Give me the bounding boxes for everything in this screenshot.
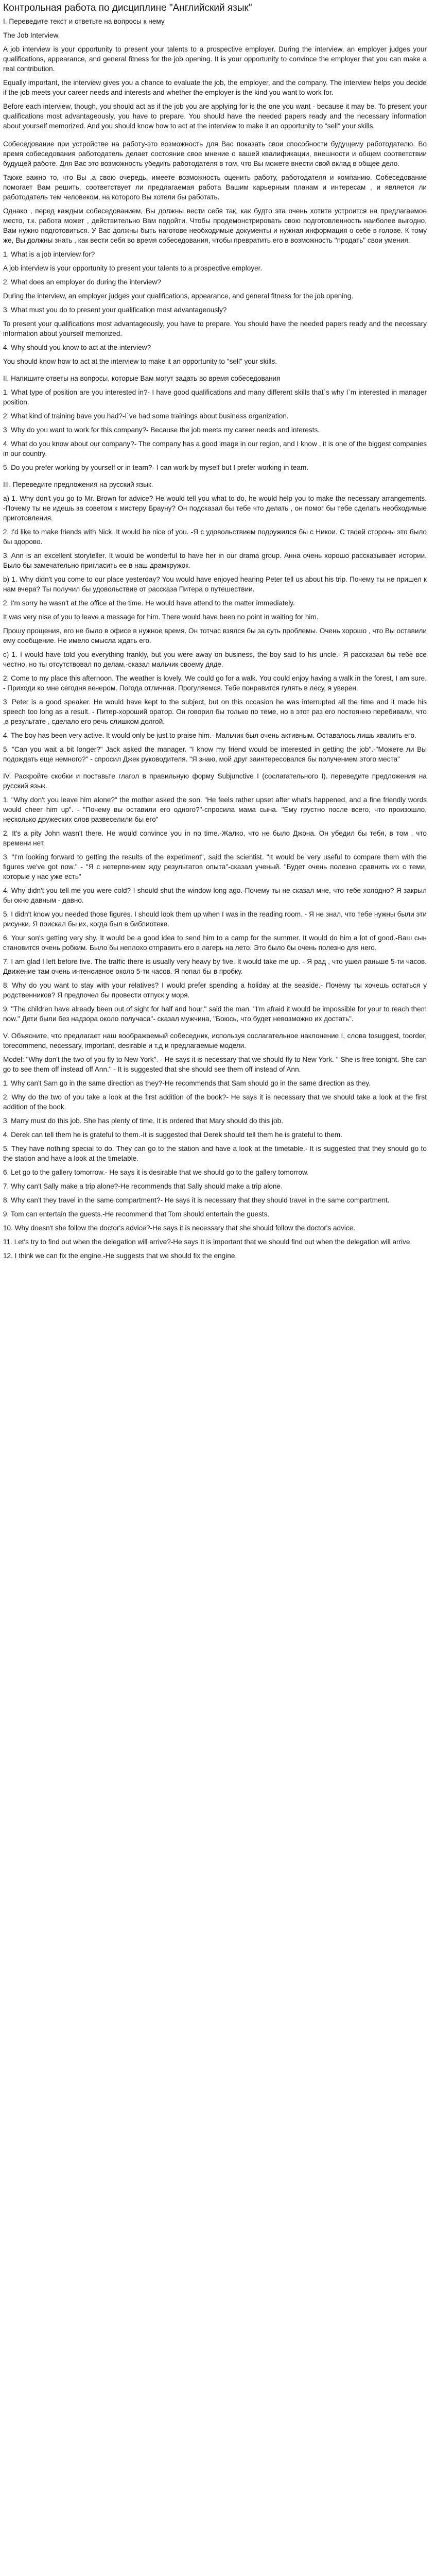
paragraph: 6. Let go to the gallery tomorrow.- He says it is desirable that we should go to the gallery tomorrow. [3,1168,309,1176]
paragraph-spacer [3,135,427,139]
paragraph: 1. What type of position are you interested in?- I have good qualifications and many different skills that`s why I`m interested in manager position. [3,388,427,406]
section-heading: V. Объясните, что предлагает наш воображаемый собеседник, используя сослагательное наклонение I, слова tosuggest, toorder, torecommend, necessary, important, desirable и т.д и предлагаемые модели. [3,1032,427,1049]
paragraph: 10. Why doesn't she follow the doctor's advice?-He says it is necessary that she should follow the doctor's advice. [3,1224,356,1232]
paragraph: You should know how to act at the interview to make it an opportunity to "sell" your skills. [3,358,277,365]
paragraph: 3. "I'm looking forward to getting the results of the experiment", said the scientist. "It would be very useful to compare them with the figures we've got now." - "Я с нетерпением жду результатов опыта"-сказал ученый. "Будет очень полезно сравнить их с теми, которые у нас уже есть" [3,853,427,880]
paragraph: Собеседование при устройстве на работу-это возможность для Вас показать свои способности будущему работодателю. Во время собеседования работодатель делает состояние свое мнение о вашей квалификации, внешности и общем соответствии будущей работе. Для Вас это возможность убедить работодателя в том, что Вы можете внести свой вклад в общее дело. [3,140,427,167]
paragraph: 2. Why do the two of you take a look at the first addition of the book?- He says it is necessary that we should take a look at the first addition of the book. [3,1093,427,1111]
paragraph: 2. I'd like to make friends with Nick. It would be nice of you. -Я с удовольствием подружился бы с Никои. С твоей стороны это было бы здорово. [3,528,427,546]
paragraph: 5. I didn't know you needed those figures. I should look them up when I was in the reading room. - Я не знал, что тебе нужны были эти рисунки. Я поискал бы их, когда был в библиотеке. [3,910,427,928]
paragraph: 2. It's a pity John wasn't there. He would convince you in no time.-Жалко, что не было Джона. Он убедил бы тебя, в том , что времени нет. [3,829,427,847]
paragraph: b) 1. Why didn't you come to our place yesterday? You would have enjoyed hearing Peter tell us about his trip. Почему ты не пришел к нам вчера? Ты получил бы удовольствие от рассказа Питера о путешествии. [3,575,427,593]
paragraph: During the interview, an employer judges your qualifications, appearance, and general fitness for the job opening. [3,292,354,300]
section-heading: I. Переведите текст и ответьте на вопросы к нему [3,18,165,25]
paragraph: a) 1. Why don't you go to Mr. Brown for advice? He would tell you what to do, he would help you to make the necessary arrangements. -Почему ты не идешь за советом к мистеру Брауну? Он подсказал бы тебе что делать , он помог бы тебе сделать необходимые приготовления. [3,495,427,522]
section-s2 [3,374,427,472]
section-s4 [3,771,427,1024]
paragraph: 5. Do you prefer working by yourself or in team?- I can work by myself but I prefer working in team. [3,464,309,471]
paragraph: Также важно то, что Вы ,а свою очередь, имеете возможность оценить работу, работодателя и компанию. Собеседование помогает Вам решить, соответствует ли предлагаемая работа Вашим карьерным планам и интересам , и является ли работодатель тем человеком, на которого Вы хотели бы работать. [3,174,427,201]
paragraph: 9. "The children have already been out of sight for half and hour," said the man. "I'm afraid it would be impossible for your to reach them now." Дети были без надзора около получаса"- сказал мужчина, "Боюсь, что будет невозможно их достать". [3,1005,427,1023]
paragraph: 4. What do you know about our company?- The company has a good image in our region, and I know , it is one of the biggest companies in our country. [3,440,427,457]
paragraph: Equally important, the interview gives you a chance to evaluate the job, the employer, and the company. The interview helps you decide if the job meets your career needs and interests and whether the employer is the kind you want to work for. [3,79,427,96]
section-heading: II. Напишите ответы на вопросы, которые Вам могут задать во время собеседования [3,375,281,382]
section-heading: IV. Раскройте скобки и поставьте глагол в правильную форму Subjunctive I (сослагательного I). переведите предложения на русский язык. [3,772,427,790]
paragraph: It was very nise of you to leave a message for him. There would have been no point in waiting for him. [3,613,319,621]
paragraph: 3. Peter is a good speaker. He would have kept to the subject, but on this occasion he was interrupted all the time and it made his speech too long as a result. - Питер-хороший оратор. Он говорил бы только по теме, но в этот раз его постоянно перебивали, что ,в результате , сделало его речь слишком долгой. [3,698,427,725]
paragraph: 4. Why didn't you tell me you were cold? I should shut the window long ago.-Почему ты не сказал мне, что тебе холодно? Я закрыл бы окно давным - давно. [3,887,427,904]
paragraph: 4. Derek can tell them he is grateful to them.-It is suggested that Derek should tell them he is grateful to them. [3,1131,342,1139]
paragraph: The Job Interview. [3,31,60,39]
paragraph: 2. Come to my place this afternoon. The weather is lovely. We could go for a walk. You could enjoy having a walk in the forest, I am sure. - Приходи ко мне сегодня вечером. Погода отличная. Прогуляемся. Тебе понравится гулять в лесу, я уверен. [3,674,427,692]
paragraph: 6. Your son's getting very shy. It would be a good idea to send him to a camp for the summer. It would do him a lot of good.-Ваш сын становится очень робким. Было бы неплохо отправить его в лагерь на лето. Это было бы очень полезно для него. [3,934,427,952]
section-s3 [3,480,427,764]
paragraph: 3. Why do you want to work for this company?- Because the job meets my career needs and interests. [3,426,320,434]
paragraph: 8. Why can't they travel in the same compartment?- He says it is necessary that they should travel in the same compartment. [3,1196,390,1204]
paragraph: 1. What is a job interview for? [3,250,95,258]
paragraph: Однако , перед каждым собеседованием, Вы должны вести себя так, как будто эта очень хотите устроится на предлагаемое место, т.к. работа может , действительно Вам подойти. Чтобы продемонстрировать свою подготовленность наиболее выгодно, Вам нужно подготовиться. У Вас должны быть наготове необходимые документы и нужная информация о себе в голове. К тому же, Вы должны знать , как вести себя во время собеседования, чтобы превратить его в возможность "продать" свои умения. [3,207,427,244]
paragraph: 1. "Why don't you leave him alone?" the mother asked the son. "He feels rather upset after what's happened, and a fine friendly words would cheer him up". - "Почему вы оставили его одного?"-спросила мама сына. "Ему грустно после всего, что произошло, несколько дружеских слов развеселили бы его" [3,796,427,823]
paragraph: Model: "Why don't the two of you fly to New York". - He says it is necessary that we should fly to New York. " She is free tonight. She can go to see them off instead off Ann." - It is suggested that she should see them off instead of Ann. [3,1056,427,1073]
paragraph: 2. What kind of training have you had?-I`ve had some trainings about business organization. [3,412,289,420]
paragraph: 9. Tom can entertain the guests.-He recommend that Tom should entertain the guests. [3,1210,270,1218]
paragraph: Прошу прощения, его не было в офисе в нужное время. Он тотчас взялся бы за суть проблемы. Очень хорошо , что Вы оставили ему сообщение. Не имело смысла ждать его. [3,627,427,645]
paragraph: 2. I'm sorry he wasn't at the office at the time. He would have attend to the matter immediately. [3,599,295,607]
paragraph: 11. Let's try to find out when the delegation will arrive?-He says It is important that we should find out when the delegation will arrive. [3,1238,412,1246]
section-s1 [3,16,427,366]
paragraph: 7. I am glad I left before five. The traffic there is usually very heavy by five. It would take me up. - Я рад , что ушел раньше 5-ти часов. Движение там очень интенсивное около 5-ти часов. Я попал бы в пробку. [3,958,427,975]
paragraph: A job interview is your opportunity to present your talents to a prospective employer. [3,264,263,272]
paragraph: 3. Marry must do this job. She has plenty of time. It is ordered that Mary should do this job. [3,1117,284,1125]
paragraph: c) 1. I would have told you everything frankly, but you were away on business, the boy said to his uncle.- Я рассказал бы тебе все честно, но ты отсутствовал по делам,-сказал мальчик своему дяде. [3,651,427,668]
paragraph: 2. What does an employer do during the interview? [3,278,161,286]
paragraph: A job interview is your opportunity to present your talents to a prospective employer. During the interview, an employer judges your qualifications, appearance, and general fitness for the job opening. It is your opportunity to convince the employer that you can make a real contribution. [3,45,427,73]
paragraph: 12. I think we can fix the engine.-He suggests that we should fix the engine. [3,1252,237,1260]
document-title: Контрольная работа по дисциплине "Английский язык" [3,3,252,13]
paragraph: 7. Why can't Sally make a trip alone?-He recommends that Sally should make a trip alone. [3,1182,283,1190]
paragraph: 1. Why can't Sam go in the same direction as they?-He recommends that Sam should go in the same direction as they. [3,1079,371,1087]
paragraph: 5. They have nothing special to do. They can go to the station and have a look at the timetable.- It is suggested that they should go to the station and have a look at the timetable. [3,1145,427,1162]
paragraph: To present your qualifications most advantageously, you have to prepare. You should have the needed papers ready and the necessary information about yourself memorized. [3,320,427,337]
section-heading: III. Переведите предложения на русский язык. [3,481,153,488]
paragraph: 5. "Can you wait a bit longer?" Jack asked the manager. "I know my friend would be interested in getting the job".-"Можете ли Вы подождать еще немного?" - спросил Джек руководителя. "Я знаю, мой друг заинтересовался бы получением этого места" [3,745,427,763]
section-s5 [3,1031,427,1261]
paragraph: 8. Why do you want to stay with your relatives? I would prefer spending a holiday at the seaside.- Почему ты хочешь остаться у родственников? Я предпочел бы провести отпуск у моря. [3,981,427,999]
document-page [0,0,430,1275]
paragraph: 4. The boy has been very active. It would only be just to praise him.- Мальчик был очень активным. Оставалось лишь хвалить его. [3,732,416,739]
document-body [3,16,427,1261]
paragraph: Before each interview, though, you should act as if the job you are applying for is the one you want - because it may be. To present your qualifications most advantageously, you have to prepare. You should have the needed papers ready and the necessary information about yourself memorized. And you should know how to act at the interview to make it an opportunity to "sell" your skills. [3,103,427,130]
paragraph: 4. Why should you know to act at the interview? [3,344,151,351]
paragraph: 3. What must you do to present your qualification most advantageously? [3,306,227,314]
paragraph: 3. Ann is an excellent storyteller. It would be wonderful to have her in our drama group. Анна очень хорошо рассказывает истории. Было бы замечательно пригласить ее в наш драмкружок. [3,552,427,569]
